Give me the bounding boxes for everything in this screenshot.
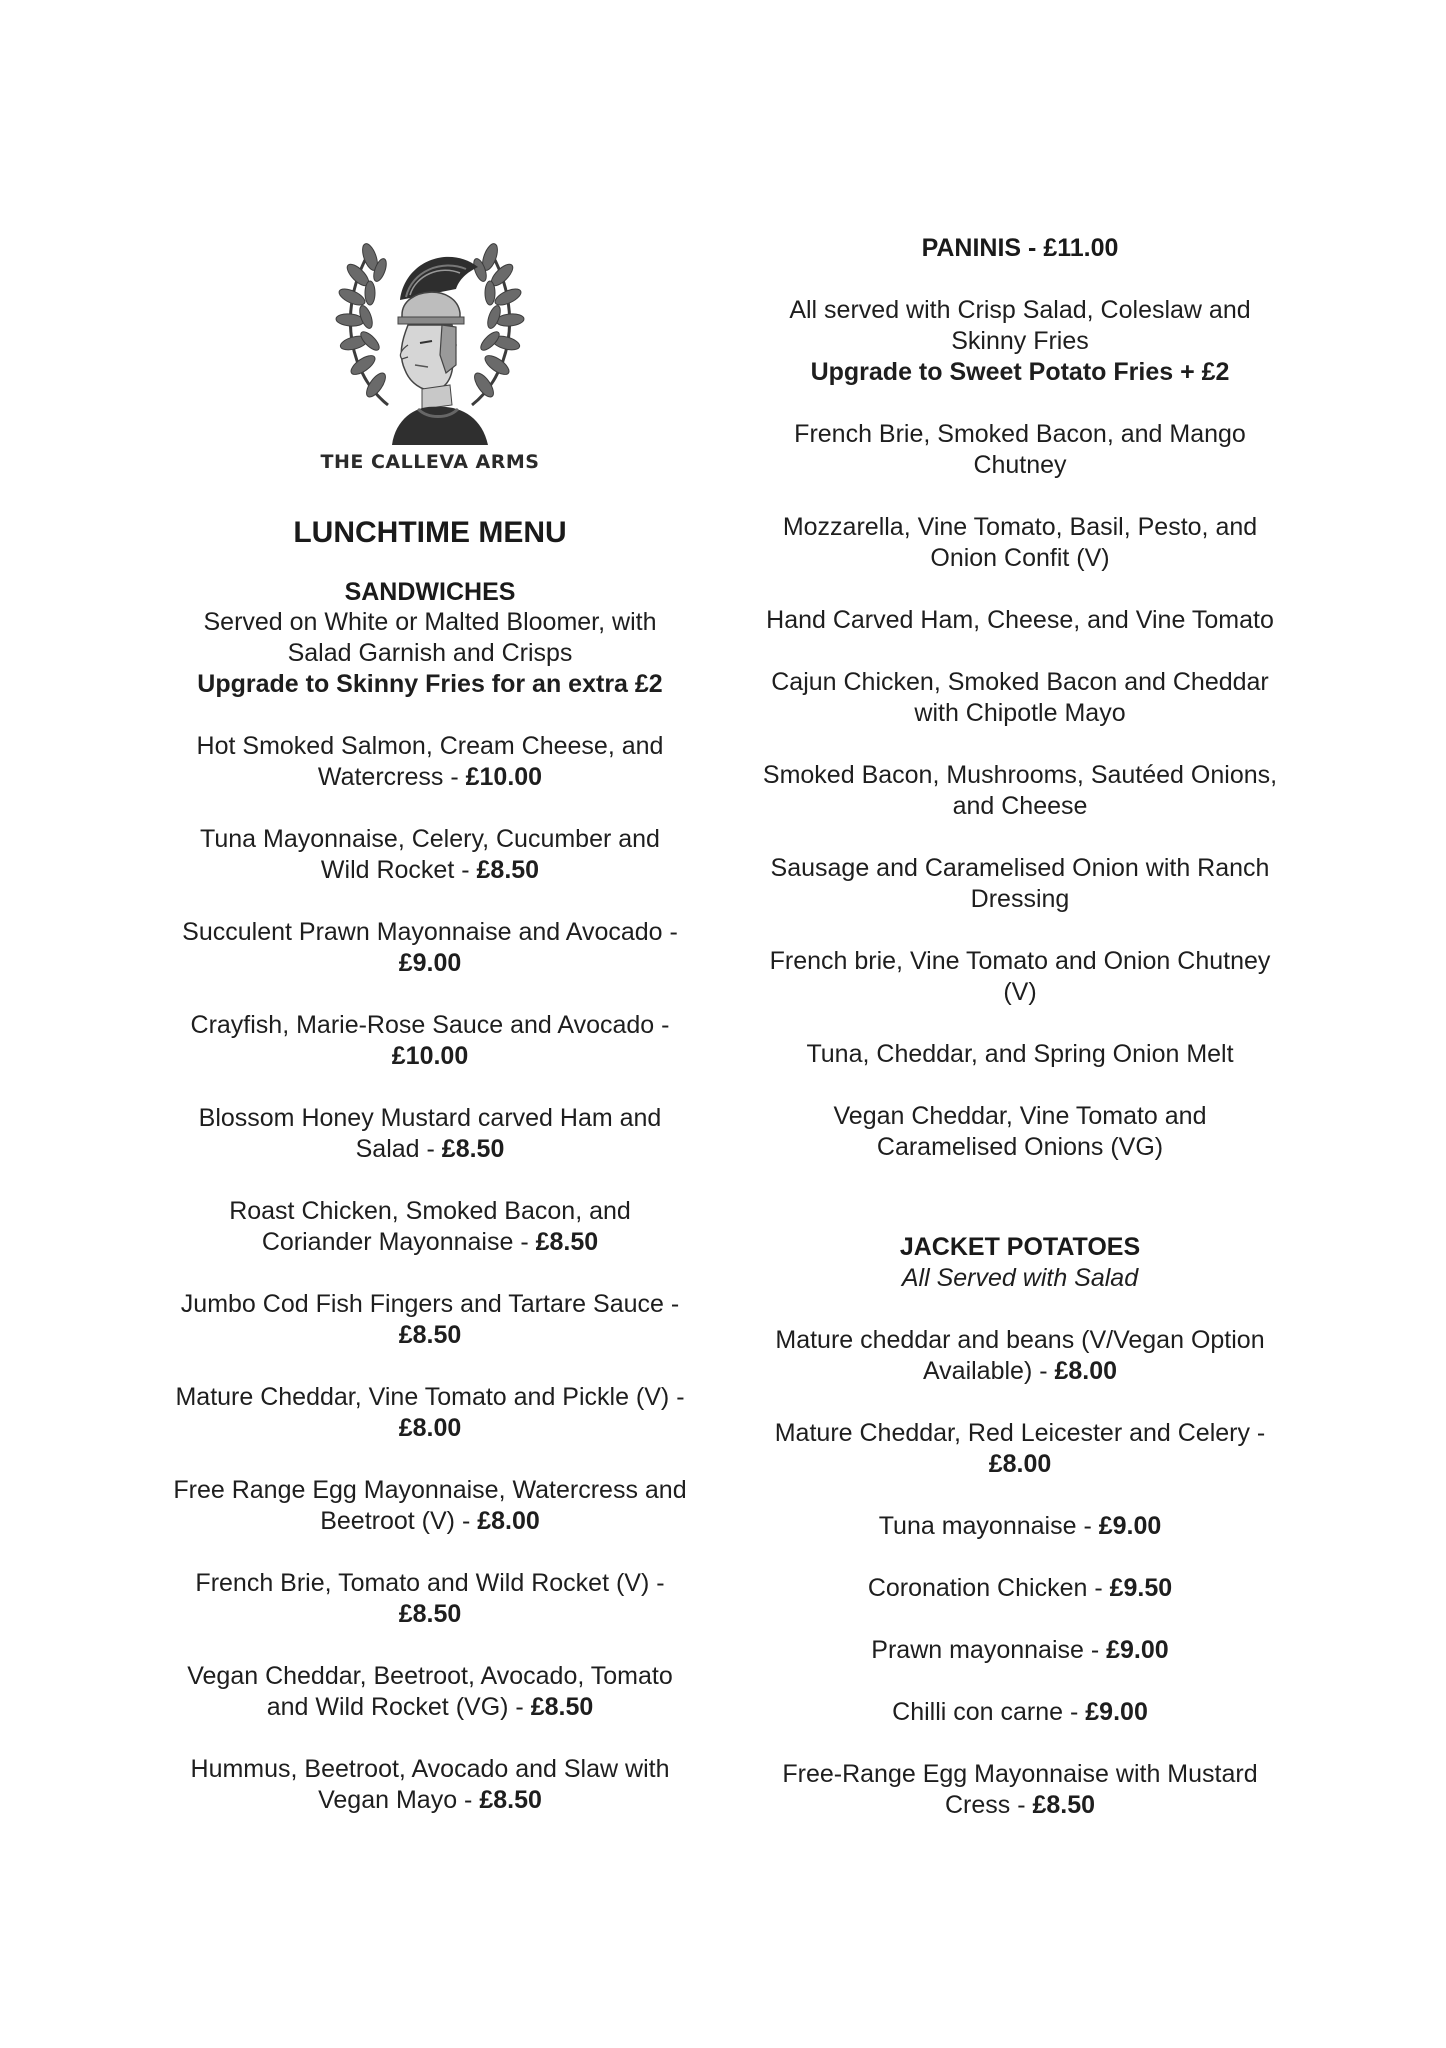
menu-item bbox=[173, 1289, 688, 1351]
menu-item-name: Mature Cheddar, Vine Tomato and Pickle (V) - bbox=[175, 1383, 685, 1411]
menu-item-price: £8.00 bbox=[398, 1414, 462, 1442]
menu-item-price: £9.00 bbox=[398, 949, 462, 977]
menu-item-name: Roast Chicken, Smoked Bacon, and Coriander Mayonnaise - bbox=[229, 1197, 631, 1256]
menu-item-name: Smoked Bacon, Mushrooms, Sautéed Onions, and Cheese bbox=[762, 761, 1278, 820]
menu-item-name: French brie, Vine Tomato and Onion Chutney (V) bbox=[769, 947, 1271, 1006]
menu-item bbox=[760, 760, 1280, 822]
menu-item bbox=[173, 917, 688, 979]
menu-item-price: £9.00 bbox=[1098, 1512, 1162, 1540]
paninis-heading: PANINIS - £11.00 bbox=[921, 234, 1119, 262]
menu-item bbox=[760, 1418, 1280, 1480]
menu-item-name: French Brie, Smoked Bacon, and Mango Chutney bbox=[794, 420, 1246, 479]
menu-item-price: £9.00 bbox=[1085, 1698, 1148, 1726]
menu-item bbox=[760, 512, 1280, 574]
menu-item bbox=[760, 667, 1280, 729]
right-column bbox=[740, 233, 1300, 1821]
menu-item bbox=[760, 1101, 1280, 1163]
menu-item-price: £8.50 bbox=[398, 1600, 462, 1628]
menu-item bbox=[173, 1661, 688, 1723]
menu-item-name: Chilli con carne - bbox=[892, 1698, 1086, 1726]
menu-item-price: £8.50 bbox=[398, 1321, 462, 1349]
menu-item bbox=[760, 1635, 1280, 1666]
menu-item-name: Coronation Chicken - bbox=[867, 1574, 1110, 1602]
menu-item bbox=[760, 1573, 1280, 1604]
brand-name: THE CALLEVA ARMS bbox=[320, 451, 540, 473]
menu-item-name: Mozzarella, Vine Tomato, Basil, Pesto, and Onion Confit (V) bbox=[782, 513, 1258, 572]
paninis-intro-text: All served with Crisp Salad, Coleslaw and Skinny Fries bbox=[789, 296, 1251, 355]
jacket-potatoes-heading: JACKET POTATOES bbox=[899, 1233, 1141, 1261]
menu-item-name: Blossom Honey Mustard carved Ham and Salad - bbox=[198, 1104, 662, 1163]
menu-item-name: Prawn mayonnaise - bbox=[871, 1636, 1107, 1664]
menu-item-price: £10.00 bbox=[391, 1042, 469, 1070]
menu-item-name: Hot Smoked Salmon, Cream Cheese, and Watercress - bbox=[196, 732, 664, 791]
menu-item-name: Tuna mayonnaise - bbox=[878, 1512, 1099, 1540]
menu-item-name: Free-Range Egg Mayonnaise with Mustard Cress - bbox=[782, 1760, 1258, 1819]
menu-item-name: Free Range Egg Mayonnaise, Watercress and Beetroot (V) - bbox=[173, 1476, 687, 1535]
sandwiches-upgrade-note: Upgrade to Skinny Fries for an extra £2 bbox=[197, 670, 663, 698]
menu-item bbox=[173, 731, 688, 793]
menu-item-price: £8.50 bbox=[476, 856, 540, 884]
menu-item-price: £8.00 bbox=[988, 1450, 1052, 1478]
menu-item bbox=[760, 1697, 1280, 1728]
menu-item-price: £9.00 bbox=[1106, 1636, 1169, 1664]
menu-item-price: £8.50 bbox=[535, 1228, 599, 1256]
jacket-potatoes-list bbox=[760, 1325, 1280, 1821]
menu-item bbox=[173, 1568, 688, 1630]
menu-item-name: Mature cheddar and beans (V/Vegan Option Available) - bbox=[775, 1326, 1265, 1385]
menu-item-name: Mature Cheddar, Red Leicester and Celery - bbox=[774, 1419, 1266, 1447]
paninis-list bbox=[760, 419, 1280, 1163]
menu-item-name: Hummus, Beetroot, Avocado and Slaw with Vegan Mayo - bbox=[190, 1755, 670, 1814]
menu-item-name: Succulent Prawn Mayonnaise and Avocado - bbox=[182, 918, 678, 946]
menu-item bbox=[760, 853, 1280, 915]
menu-item bbox=[760, 605, 1280, 636]
menu-item bbox=[173, 1475, 688, 1537]
menu-item-price: £8.00 bbox=[1054, 1357, 1118, 1385]
menu-item bbox=[173, 824, 688, 886]
menu-item-name: Hand Carved Ham, Cheese, and Vine Tomato bbox=[766, 606, 1274, 634]
menu-item-price: £8.00 bbox=[477, 1507, 540, 1535]
menu-item-name: Cajun Chicken, Smoked Bacon and Cheddar with Chipotle Mayo bbox=[771, 668, 1269, 727]
menu-item-name: Jumbo Cod Fish Fingers and Tartare Sauce - bbox=[180, 1290, 680, 1318]
left-column bbox=[155, 205, 705, 1816]
roman-soldier-laurel-logo-icon bbox=[310, 205, 550, 445]
menu-item-name: Sausage and Caramelised Onion with Ranch Dressing bbox=[770, 854, 1270, 913]
menu-item-price: £8.50 bbox=[479, 1786, 542, 1814]
menu-item bbox=[760, 1759, 1280, 1821]
menu-item-price: £10.00 bbox=[465, 763, 543, 791]
menu-item bbox=[760, 419, 1280, 481]
menu-item-name: Tuna, Cheddar, and Spring Onion Melt bbox=[806, 1040, 1234, 1068]
sandwiches-intro bbox=[173, 607, 688, 700]
menu-item-name: Vegan Cheddar, Beetroot, Avocado, Tomato and Wild Rocket (VG) - bbox=[187, 1662, 673, 1721]
sandwiches-heading: SANDWICHES bbox=[344, 578, 516, 606]
menu-item bbox=[173, 1382, 688, 1444]
menu-item bbox=[173, 1196, 688, 1258]
menu-item bbox=[173, 1010, 688, 1072]
menu-item-price: £8.50 bbox=[1032, 1791, 1096, 1819]
menu-title: LUNCHTIME MENU bbox=[293, 516, 567, 549]
menu-item-name: French Brie, Tomato and Wild Rocket (V) - bbox=[195, 1569, 665, 1597]
jacket-potatoes-subheading: All Served with Salad bbox=[901, 1264, 1139, 1292]
menu-item bbox=[760, 946, 1280, 1008]
menu-item bbox=[760, 1511, 1280, 1542]
paninis-intro bbox=[760, 295, 1280, 388]
menu-item-price: £8.50 bbox=[441, 1135, 505, 1163]
paninis-upgrade-note: Upgrade to Sweet Potato Fries + £2 bbox=[810, 358, 1230, 386]
sandwiches-intro-text: Served on White or Malted Bloomer, with Salad Garnish and Crisps bbox=[203, 608, 657, 667]
menu-item-name: Crayfish, Marie-Rose Sauce and Avocado - bbox=[190, 1011, 670, 1039]
menu-item-price: £8.50 bbox=[530, 1693, 594, 1721]
menu-item bbox=[760, 1325, 1280, 1387]
menu-item bbox=[173, 1754, 688, 1816]
menu-item bbox=[760, 1039, 1280, 1070]
sandwiches-list bbox=[173, 731, 688, 1816]
menu-item-name: Vegan Cheddar, Vine Tomato and Caramelised Onions (VG) bbox=[833, 1102, 1207, 1161]
menu-item bbox=[173, 1103, 688, 1165]
menu-item-price: £9.50 bbox=[1109, 1574, 1173, 1602]
menu-item-name: Tuna Mayonnaise, Celery, Cucumber and Wild Rocket - bbox=[200, 825, 660, 884]
